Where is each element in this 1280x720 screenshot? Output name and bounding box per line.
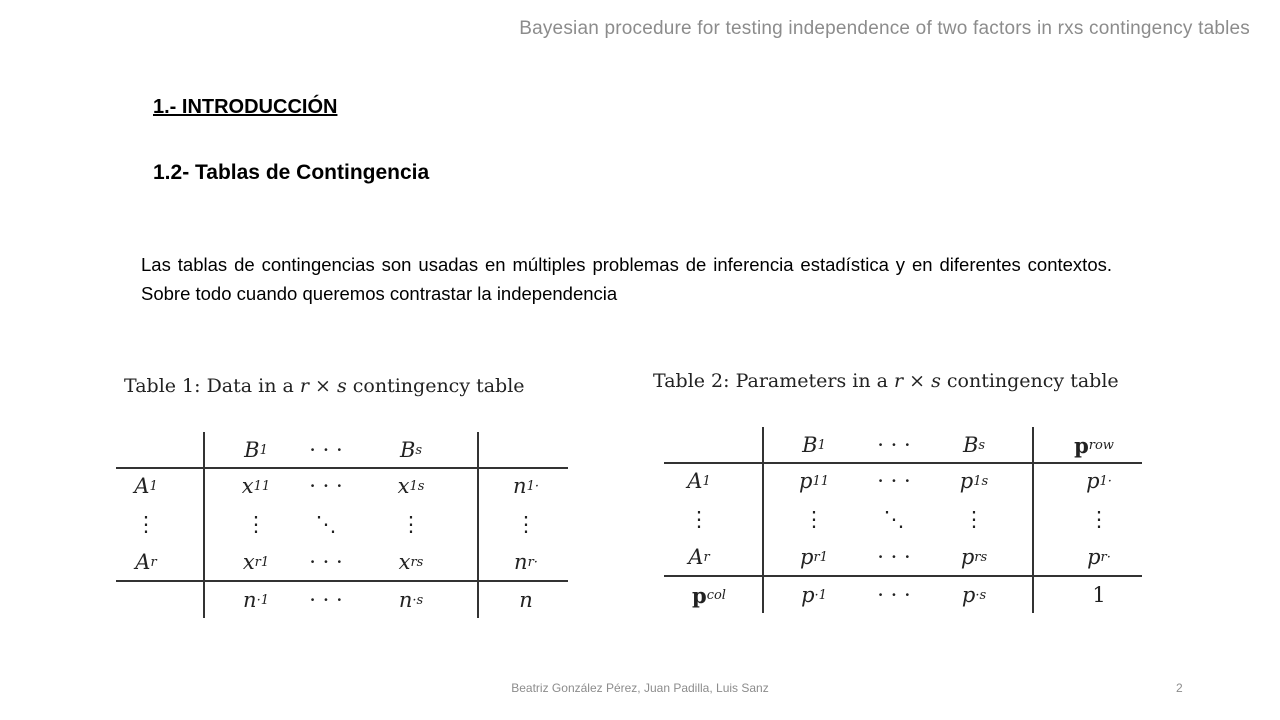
table1-cell-nr: n r·: [514, 550, 538, 574]
table2-row-A1: A 1: [687, 469, 711, 493]
table2-header-prow: p row: [1074, 432, 1114, 458]
table1-header-dots: · · ·: [309, 438, 343, 462]
table2-cell-total: 1: [1092, 583, 1106, 607]
table1-cell-n-dots: n ·s: [398, 588, 424, 612]
table1-cell-ddots: ⋱: [315, 512, 337, 536]
table2-row-Ar: A r: [688, 545, 710, 569]
table1-header-Bs: B s: [399, 438, 423, 462]
table2-cell-vdots: ⋮: [1088, 507, 1110, 531]
page-number: 2: [1176, 681, 1183, 695]
table2-cell-pr: p r·: [1087, 545, 1111, 569]
table1-cell-x11: x 11: [241, 474, 271, 498]
table1-cell-xrs: x rs: [398, 550, 424, 574]
subsection-title: 1.2- Tablas de Contingencia: [153, 161, 430, 184]
table1-cell-xr1: x r1: [242, 550, 270, 574]
table2-header-dots: · · ·: [877, 433, 911, 457]
table1-cell-n-total: n: [519, 588, 533, 612]
table2-cell-vdots: ⋮: [963, 507, 985, 531]
table1-cell-n1: n 1·: [513, 474, 539, 498]
table2-cell-dots: · · ·: [877, 583, 911, 607]
table2-cell-prs: p rs: [960, 545, 988, 569]
table1-cell-dots: · · ·: [309, 474, 343, 498]
table1-row-A1: A 1: [134, 474, 158, 498]
table2-row-pcol: p col: [692, 582, 726, 608]
table2-caption: Table 2: Parameters in a r × s contingency table: [653, 370, 1119, 392]
table1-row-vdots: ⋮: [135, 512, 157, 536]
table2-cell-pr1: p r1: [800, 545, 828, 569]
table1-cell-n-dot1: n ·1: [243, 588, 269, 612]
table1-cell-vdots: ⋮: [400, 512, 422, 536]
table1-cell-x1s: x 1s: [397, 474, 425, 498]
table2-cell-p-dots: p ·s: [961, 583, 987, 607]
table2-row-vdots: ⋮: [688, 507, 710, 531]
table2-header-Bs: B s: [962, 433, 986, 457]
table2-cell-vdots: ⋮: [803, 507, 825, 531]
table2-cell-p1: p 1·: [1086, 469, 1112, 493]
body-paragraph: Las tablas de contingencias son usadas en múltiples problemas de inferencia estadística y en diferentes contextos. Sobre todo cuando queremos contrastar la independencia: [141, 254, 1112, 304]
table1-cell-dots: · · ·: [309, 588, 343, 612]
table2-parameters-contingency: [664, 427, 1142, 613]
footer-authors: Beatriz González Pérez, Juan Padilla, Luis Sanz: [511, 681, 769, 695]
table1-row-Ar: A r: [135, 550, 157, 574]
table2-cell-p-dot1: p ·1: [801, 583, 827, 607]
table1-caption: Table 1: Data in a r × s contingency table: [124, 375, 525, 397]
table1-cell-vdots: ⋮: [245, 512, 267, 536]
table2-cell-dots: · · ·: [877, 545, 911, 569]
table1-cell-vdots: ⋮: [515, 512, 537, 536]
table2-cell-dots: · · ·: [877, 469, 911, 493]
table2-cell-ddots: ⋱: [883, 507, 905, 531]
table2-header-B1: B 1: [802, 433, 826, 457]
table2-cell-p1s: p 1s: [959, 469, 989, 493]
table1-header-B1: B 1: [244, 438, 268, 462]
table1-data-contingency: [116, 432, 568, 618]
section-title: 1.- INTRODUCCIÓN: [153, 96, 338, 118]
table1-cell-dots: · · ·: [309, 550, 343, 574]
presentation-header-title: Bayesian procedure for testing independence of two factors in rxs contingency tables: [519, 18, 1250, 39]
table2-cell-p11: p 11: [799, 469, 829, 493]
